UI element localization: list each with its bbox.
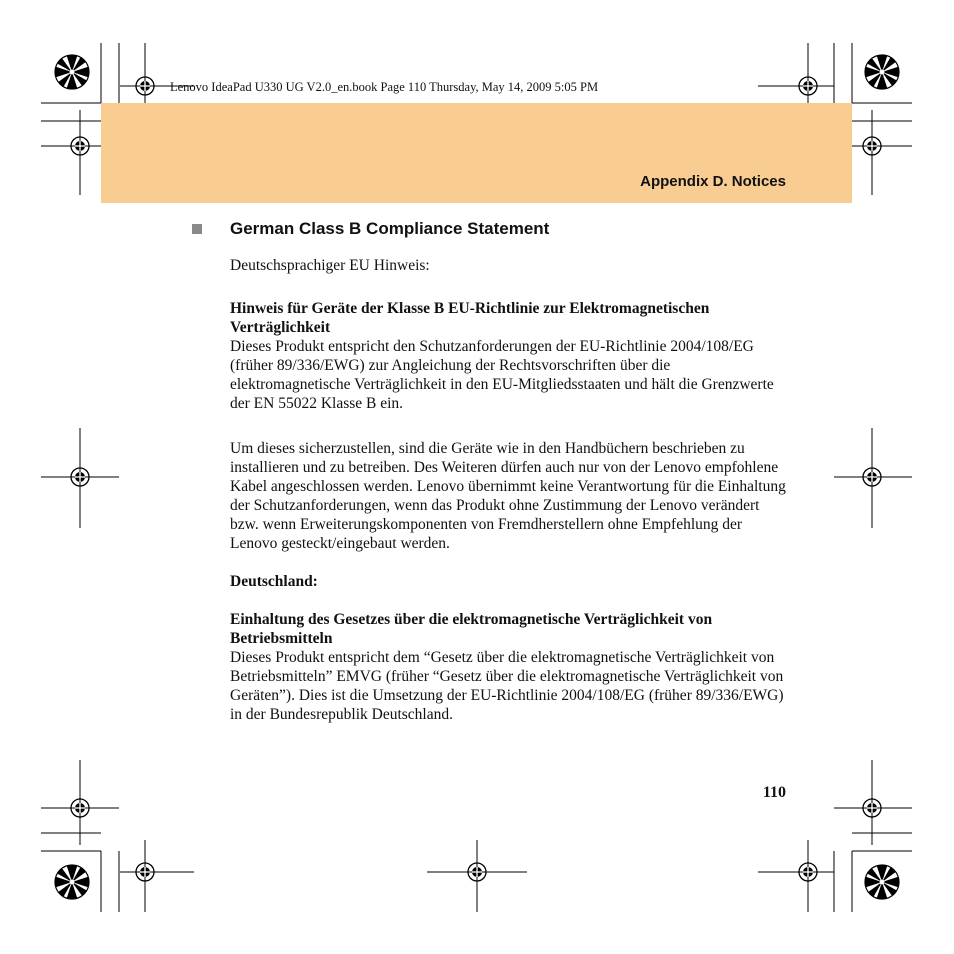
- country-label: Deutschland:: [230, 573, 318, 590]
- star-target: [865, 55, 899, 89]
- page-number: 110: [762, 784, 786, 801]
- book-slug: Lenovo IdeaPad U330 UG V2.0_en.book Page 110 Thursday, May 14, 2009 5:05 PM: [170, 80, 599, 94]
- star-target: [865, 865, 899, 899]
- paragraph-1: Dieses Produkt entspricht den Schutzanforderungen der EU-Richtlinie 2004/108/EG (früher 89/336/EWG) zur Angleichung der Rechtsvorschriften über die elektromagnetische Verträglichkeit in den EU-Mitgliedsstaaten und hält die Grenzwerte der EN 55022 Klasse B ein.: [230, 338, 774, 412]
- star-target: [55, 865, 89, 899]
- paragraph-3: Dieses Produkt entspricht dem “Gesetz über die elektromagnetische Verträglichkeit von Betriebsmitteln” EMVG (früher “Gesetz über die elektromagnetische Verträglichkeit von Geräten”). Dies ist die Umsetzung der EU-Richtlinie 2004/108/EG (früher 89/336/EWG) in der Bundesrepublik Deutschland.: [230, 649, 784, 723]
- star-target: [55, 55, 89, 89]
- paragraph-2: Um dieses sicherzustellen, sind die Geräte wie in den Handbüchern beschrieben zu installieren und zu betreiben. Des Weiteren dürfen auch nur von der Lenovo empfohlene Kabel angeschlossen werden. Lenovo übernimmt keine Verantwortung für die Einhaltung der Schutzanforderungen, wenn das Produkt ohne Zustimmung der Lenovo verändert bzw. wenn Erweiterungskomponenten von Fremdherstellern ohne Empfehlung der Lenovo gesteckt/eingebaut werden.: [230, 440, 786, 552]
- section-heading: German Class B Compliance Statement: [230, 219, 550, 238]
- subheading-class-b: Hinweis für Geräte der Klasse B EU-Richtlinie zur Elektromagnetischen Verträglichkeit: [230, 300, 710, 336]
- bullet-square: [192, 224, 202, 234]
- subheading-emvg: Einhaltung des Gesetzes über die elektromagnetische Verträglichkeit von Betriebsmitteln: [230, 611, 713, 647]
- body-content: [230, 256, 790, 724]
- section-title: Appendix D. Notices: [640, 173, 786, 190]
- intro-text: Deutschsprachiger EU Hinweis:: [230, 257, 430, 274]
